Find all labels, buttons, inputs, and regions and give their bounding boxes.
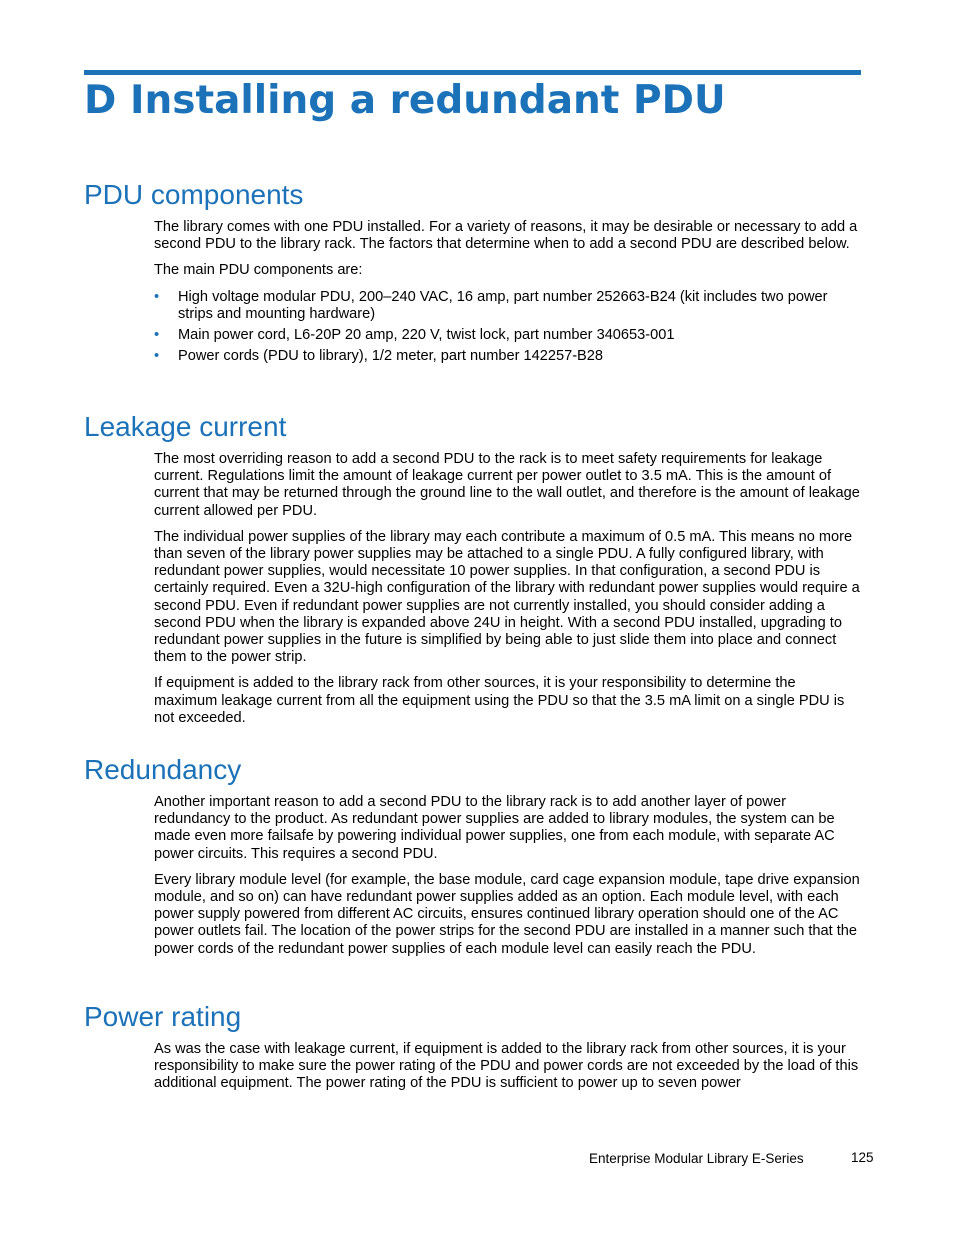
- paragraph: The individual power supplies of the library may each contribute a maximum of 0.5 mA. This means no more than seven of the library power supplies may be attached to a single PDU. A fully configured library, with redundant power supplies, would necessitate 10 power supplies. In that configuration, a second PDU is certainly required. Even a 32U-high configuration of the library with redundant power supplies would require a second PDU. Even if redundant power supplies are not currently installed, you should consider adding a second PDU when the library is expanded above 24U in height. With a second PDU installed, upgrading to redundant power supplies in the future is simplified by being able to just slide them into place and connect them to the power strip.: [154, 528, 860, 666]
- list-item-text: Main power cord, L6-20P 20 amp, 220 V, twist lock, part number 340653-001: [178, 327, 675, 344]
- section-heading: Power rating: [84, 1001, 242, 1032]
- list-item-text: Power cords (PDU to library), 1/2 meter, part number 142257-B28: [178, 348, 604, 365]
- section-body: [154, 794, 860, 958]
- list-item: [154, 327, 860, 344]
- bullet-icon: •: [154, 327, 160, 344]
- paragraph: The main PDU components are:: [154, 262, 363, 279]
- section-heading: PDU components: [84, 179, 304, 210]
- section-power-rating: [84, 1000, 860, 1102]
- page-number: 125: [851, 1150, 874, 1165]
- bullet-icon: •: [154, 348, 160, 365]
- paragraph: As was the case with leakage current, if equipment is added to the library rack from other sources, it is your responsibility to make sure the power rating of the PDU and power cords are not exceeded by the load of this additional equipment. The power rating of the PDU is sufficient to power up to seven power: [154, 1041, 859, 1092]
- footer-title: Enterprise Modular Library E-Series: [589, 1151, 804, 1166]
- chapter-rule: [84, 70, 861, 75]
- paragraph: If equipment is added to the library rack from other sources, it is your responsibility to determine the maximum leakage current from all the equipment using the PDU so that the 3.5 mA limit on a single PDU is not exceeded.: [154, 675, 845, 726]
- paragraph: Another important reason to add a second PDU to the library rack is to add another layer of power redundancy to the product. As redundant power supplies are added to library modules, the system can be made even more failsafe by powering individual power supplies, one from each module, with separate AC power circuits. This requires a second PDU.: [154, 794, 835, 862]
- section-redundancy: [84, 753, 860, 967]
- chapter-title: D Installing a redundant PDU: [84, 78, 726, 123]
- section-heading: Redundancy: [84, 754, 242, 785]
- list-item-text: High voltage modular PDU, 200–240 VAC, 16 amp, part number 252663-B24 (kit includes two power strips and mounting hardware): [178, 288, 828, 322]
- section-pdu-components: [84, 178, 860, 369]
- component-list: [154, 289, 860, 366]
- section-body: [154, 1041, 860, 1093]
- bullet-icon: •: [154, 288, 160, 305]
- section-heading: Leakage current: [84, 411, 287, 442]
- list-item: [154, 289, 860, 323]
- paragraph: Every library module level (for example, the base module, card cage expansion module, tape drive expansion module, and so on) can have redundant power supplies added as an option. Each module level, with each power supply powered from different AC circuits, ensures continued library operation should one of the AC power outlets fail. The location of the power strips for the second PDU are installed in a manner such that the power cords of the redundant power supplies of each module level can easily reach the PDU.: [154, 871, 860, 957]
- section-body: [154, 219, 860, 365]
- section-leakage-current: [84, 410, 860, 736]
- list-item: [154, 348, 860, 365]
- section-body: [154, 451, 860, 727]
- paragraph: The library comes with one PDU installed. For a variety of reasons, it may be desirable or necessary to add a second PDU to the library rack. The factors that determine when to add a second PDU are described below.: [154, 219, 858, 253]
- paragraph: The most overriding reason to add a second PDU to the rack is to meet safety requirements for leakage current. Regulations limit the amount of leakage current per power outlet to 3.5 mA. This is the amount of current that may be returned through the ground line to the wall outlet, and therefore is the amount of leakage current allowed per PDU.: [154, 451, 860, 519]
